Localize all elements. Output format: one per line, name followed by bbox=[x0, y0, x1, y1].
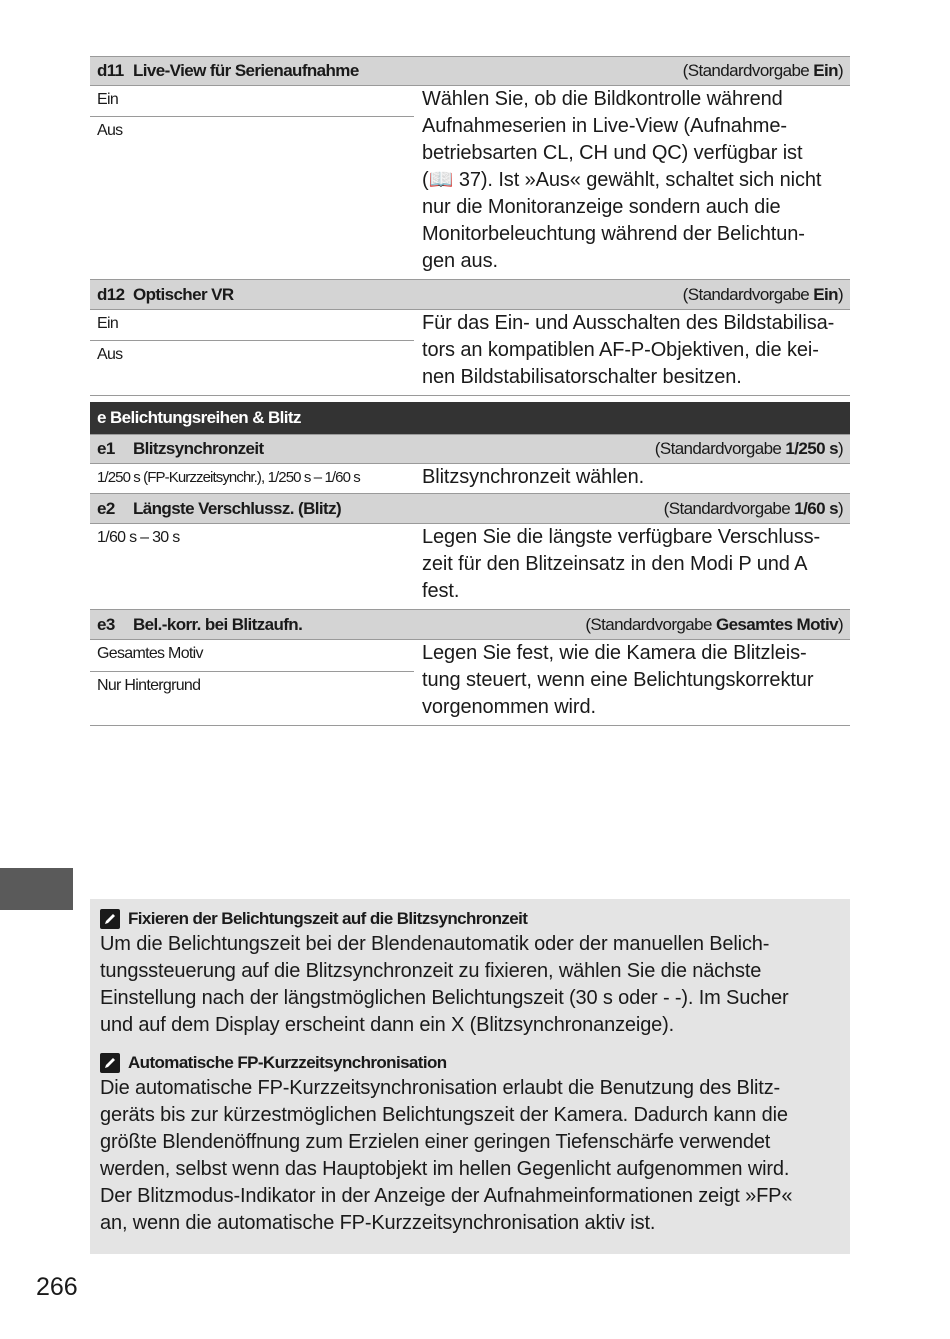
default-value-label bbox=[655, 439, 843, 459]
setting-header-e1 bbox=[90, 434, 850, 464]
description-line: (📖 37). Ist »Aus« gewählt, schaltet sich nicht bbox=[422, 169, 822, 191]
description-line: tung steuert, wenn eine Belichtungskorrektur bbox=[422, 669, 814, 691]
description-line: Wählen Sie, ob die Bildkontrolle während bbox=[422, 88, 783, 110]
section-title-e: e Belichtungsreihen & Blitz bbox=[90, 402, 850, 434]
default-value-label bbox=[664, 499, 843, 519]
description-line: Legen Sie die längste verfügbare Verschluss- bbox=[422, 526, 821, 548]
default-suffix: ) bbox=[837, 614, 843, 634]
default-suffix: ) bbox=[837, 498, 843, 518]
setting-header-d12 bbox=[90, 280, 850, 310]
option-list bbox=[90, 524, 414, 609]
default-value-label bbox=[585, 615, 843, 635]
description-line: gen aus. bbox=[422, 250, 498, 272]
option-item: Gesamtes Motiv bbox=[90, 640, 414, 672]
description-line: Für das Ein- und Ausschalten des Bildstabilisa- bbox=[422, 312, 835, 334]
setting-code: d12 bbox=[97, 284, 125, 304]
notes-box bbox=[90, 899, 850, 1254]
note-title-text: Automatische FP-Kurzzeitsynchronisation bbox=[128, 1053, 447, 1072]
setting-code: e3 bbox=[97, 614, 115, 634]
option-item: Aus bbox=[97, 346, 123, 363]
setting-code: e2 bbox=[97, 498, 115, 518]
setting-row-d12 bbox=[90, 310, 850, 396]
note-body bbox=[100, 931, 840, 1039]
description-line: zeit für den Blitzeinsatz in den Modi P und A bbox=[422, 553, 808, 575]
default-prefix: (Standardvorgabe bbox=[682, 61, 814, 80]
setting-title: Blitzsynchronzeit bbox=[133, 439, 264, 458]
default-suffix: ) bbox=[837, 439, 843, 458]
note-line: geräts bis zur kürzestmöglichen Belichtungszeit der Kamera. Dadurch kann die bbox=[100, 1104, 788, 1126]
setting-title: Live-View für Serienaufnahme bbox=[133, 61, 359, 80]
option-item: 1/250 s (FP-Kurzzeitsynchr.), 1/250 s – 1/60 s bbox=[97, 469, 360, 486]
default-prefix: (Standardvorgabe bbox=[663, 498, 795, 518]
note-title bbox=[100, 907, 840, 931]
default-value: 1/60 s bbox=[794, 498, 838, 518]
setting-header-e2 bbox=[90, 494, 850, 524]
setting-row-e1 bbox=[90, 464, 850, 494]
default-value: Gesamtes Motiv bbox=[715, 614, 838, 634]
note-title-text: Fixieren der Belichtungszeit auf die Blitzsynchronzeit bbox=[128, 909, 528, 928]
note-line: werden, selbst wenn das Hauptobjekt im hellen Gegenlicht aufgenommen wird. bbox=[100, 1158, 790, 1180]
settings-table bbox=[90, 56, 850, 726]
description-line: Monitorbeleuchtung während der Belichtun- bbox=[422, 223, 805, 245]
description-line: vorgenommen wird. bbox=[422, 696, 596, 718]
note-line: tungssteuerung auf die Blitzsynchronzeit zu fixieren, wählen Sie die nächste bbox=[100, 960, 762, 982]
default-prefix: (Standardvorgabe bbox=[585, 614, 716, 634]
description-line: Blitzsynchronzeit wählen. bbox=[422, 466, 645, 488]
setting-description bbox=[414, 524, 850, 609]
description-line: nen Bildstabilisatorschalter besitzen. bbox=[422, 366, 742, 388]
setting-description bbox=[414, 310, 850, 395]
option-list bbox=[90, 310, 414, 395]
option-list bbox=[90, 640, 414, 725]
default-value: Ein bbox=[813, 61, 838, 80]
default-value-label bbox=[683, 285, 843, 305]
default-value: 1/250 s bbox=[785, 439, 838, 458]
description-line: tors an kompatiblen AF-P-Objektiven, die kei- bbox=[422, 339, 819, 361]
option-item: 1/60 s – 30 s bbox=[97, 529, 180, 546]
note-line: größte Blendenöffnung zum Erzielen einer geringen Tiefenschärfe verwendet bbox=[100, 1131, 771, 1153]
setting-row-d11 bbox=[90, 86, 850, 280]
note-line: Der Blitzmodus-Indikator in der Anzeige der Aufnahmeinformationen zeigt »FP« bbox=[100, 1185, 793, 1207]
setting-header-e3 bbox=[90, 610, 850, 640]
default-suffix: ) bbox=[837, 61, 843, 80]
setting-row-e3 bbox=[90, 640, 850, 726]
default-prefix: (Standardvorgabe bbox=[654, 439, 786, 458]
pencil-icon bbox=[100, 1053, 120, 1073]
note-line: Die automatische FP-Kurzzeitsynchronisation erlaubt die Benutzung des Blitz- bbox=[100, 1077, 781, 1099]
setting-title: Bel.-korr. bei Blitzaufn. bbox=[133, 614, 303, 634]
option-item: Aus bbox=[97, 122, 123, 139]
note-line: Um die Belichtungszeit bei der Blendenautomatik oder der manuellen Belich- bbox=[100, 933, 770, 955]
setting-code: d11 bbox=[97, 61, 124, 80]
note-line: Einstellung nach der längstmöglichen Belichtungszeit (30 s oder - -). Im Sucher bbox=[100, 987, 789, 1009]
option-item: Ein bbox=[90, 310, 414, 341]
note-line: an, wenn die automatische FP-Kurzzeitsynchronisation aktiv ist. bbox=[100, 1212, 656, 1234]
note-title bbox=[100, 1051, 840, 1075]
option-item: Ein bbox=[90, 86, 414, 117]
setting-code: e1 bbox=[97, 439, 115, 458]
setting-description bbox=[414, 640, 850, 725]
description-line: Aufnahmeserien in Live-View (Aufnahme- bbox=[422, 115, 787, 137]
note-body bbox=[100, 1075, 840, 1237]
pencil-icon bbox=[100, 909, 120, 929]
description-line: nur die Monitoranzeige sondern auch die bbox=[422, 196, 781, 218]
description-line: betriebsarten CL, CH und QC) verfügbar ist bbox=[422, 142, 803, 164]
default-suffix: ) bbox=[837, 284, 843, 304]
note-line: und auf dem Display erscheint dann ein X (Blitzsynchronanzeige). bbox=[100, 1014, 675, 1036]
page-number: 266 bbox=[36, 1273, 78, 1301]
option-list bbox=[90, 86, 414, 279]
default-value: Ein bbox=[813, 284, 838, 304]
setting-title: Längste Verschlussz. (Blitz) bbox=[133, 498, 342, 518]
option-item: Nur Hintergrund bbox=[97, 677, 201, 694]
default-value-label bbox=[683, 61, 843, 81]
setting-row-e2 bbox=[90, 524, 850, 610]
default-prefix: (Standardvorgabe bbox=[682, 284, 814, 304]
option-list bbox=[90, 464, 414, 493]
description-line: fest. bbox=[422, 580, 460, 602]
description-line: Legen Sie fest, wie die Kamera die Blitzleis- bbox=[422, 642, 807, 664]
setting-description bbox=[414, 86, 850, 279]
setting-description bbox=[414, 464, 850, 493]
chapter-tab bbox=[0, 868, 73, 910]
setting-header-d11 bbox=[90, 56, 850, 86]
setting-title: Optischer VR bbox=[133, 284, 234, 304]
